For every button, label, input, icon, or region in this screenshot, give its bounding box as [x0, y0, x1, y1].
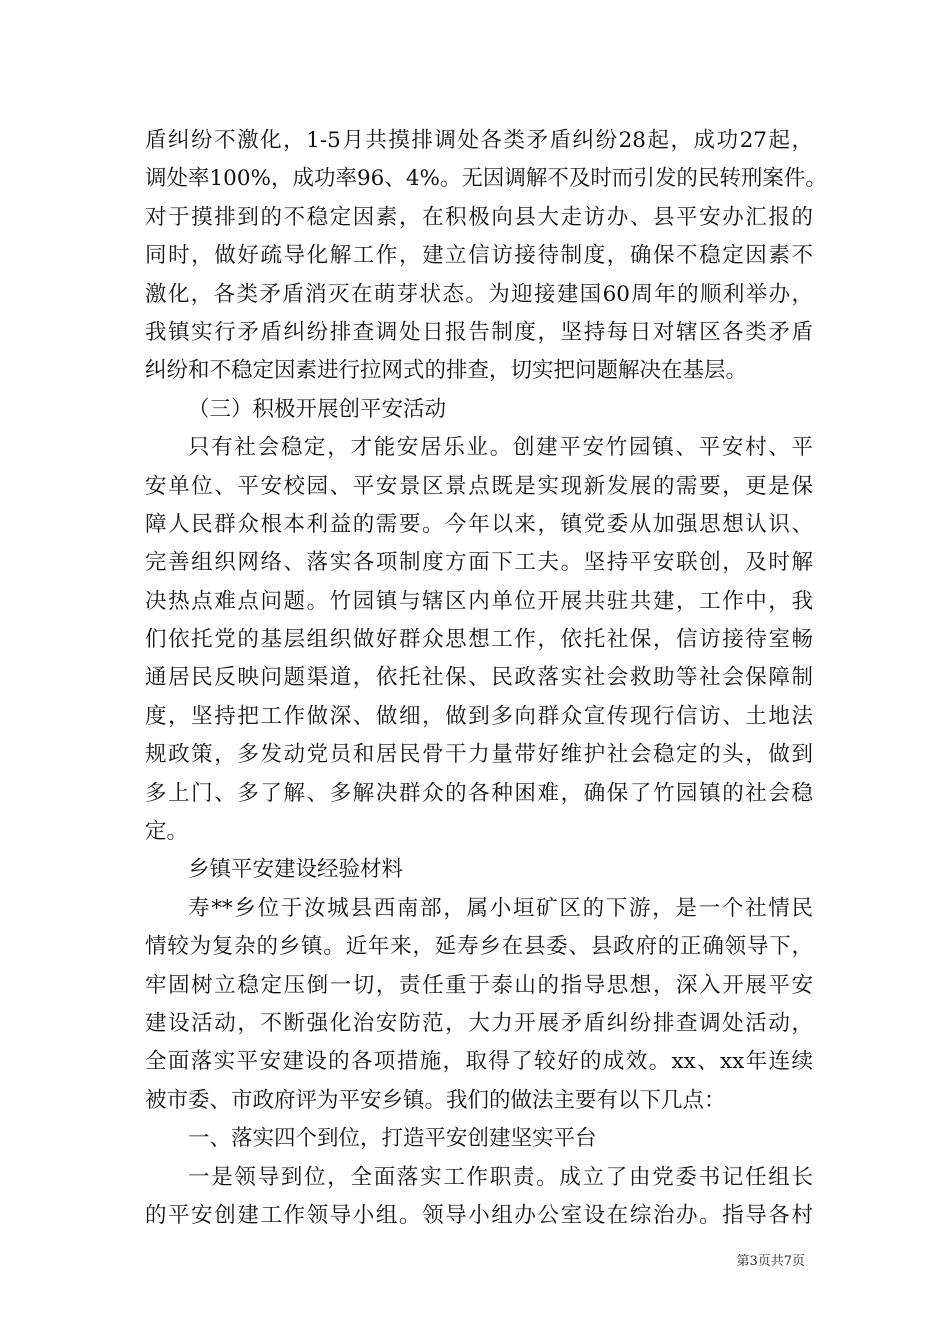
text-line: 通居民反映问题渠道，依托社保、民政落实社会救助等社会保障制: [145, 665, 813, 691]
text-line: 度，坚持把工作做深、做细，做到多向群众宣传现行信访、土地法: [145, 703, 813, 729]
text-line: 激化，各类矛盾消灭在萌芽状态。为迎接建国60周年的顺利举办，: [145, 281, 813, 307]
text-line: 一是领导到位，全面落实工作职责。成立了由党委书记任组长: [188, 1164, 813, 1190]
text-line: 定。: [145, 819, 189, 845]
text-line: 只有社会稳定，才能安居乐业。创建平安竹园镇、平安村、平: [188, 435, 813, 461]
text-line: 决热点难点问题。竹园镇与辖区内单位开展共驻共建，工作中，我: [145, 588, 813, 614]
text-line: 安单位、平安校园、平安景区景点既是实现新发展的需要，更是保: [145, 473, 813, 499]
page-number: 第3页共7页: [736, 1254, 805, 1269]
text-line: 规政策，多发动党员和居民骨干力量带好维护社会稳定的头，做到: [145, 742, 813, 768]
text-line: 完善组织网络、落实各项制度方面下工夫。坚持平安联创，及时解: [145, 550, 813, 576]
document-body: [145, 122, 827, 1235]
text-line: 一、落实四个到位，打造平安创建坚实平台: [188, 1126, 597, 1152]
text-line: 多上门、多了解、多解决群众的各种困难，确保了竹园镇的社会稳: [145, 780, 813, 806]
text-line: 同时，做好疏导化解工作，建立信访接待制度，确保不稳定因素不: [145, 243, 813, 269]
text-line: 盾纠纷不激化，1-5月共摸排调处各类矛盾纠纷28起，成功27起，: [145, 128, 813, 153]
text-line: （三）积极开展创平安活动: [188, 396, 447, 422]
text-line: 我镇实行矛盾纠纷排查调处日报告制度，坚持每日对辖区各类矛盾: [145, 319, 813, 345]
text-line: 对于摸排到的不稳定因素，在积极向县大走访办、县平安办汇报的: [145, 204, 813, 230]
text-line: 牢固树立稳定压倒一切，责任重于泰山的指导思想，深入开展平安: [145, 972, 813, 998]
text-line: 调处率100%，成功率96、4%。无因调解不及时而引发的民转刑案件。: [145, 166, 827, 192]
text-line: 情较为复杂的乡镇。近年来，延寿乡在县委、县政府的正确领导下，: [145, 934, 813, 960]
text-line: 乡镇平安建设经验材料: [188, 857, 404, 883]
text-line: 全面落实平安建设的各项措施，取得了较好的成效。xx、xx年连续: [145, 1049, 813, 1075]
text-line: 寿**乡位于汝城县西南部，属小垣矿区的下游，是一个社情民: [188, 895, 813, 921]
text-line: 建设活动，不断强化治安防范，大力开展矛盾纠纷排查调处活动，: [145, 1010, 813, 1036]
text-line: 纠纷和不稳定因素进行拉网式的排查，切实把问题解决在基层。: [145, 358, 748, 384]
text-line: 们依托党的基层组织做好群众思想工作，依托社保，信访接待室畅: [145, 627, 813, 653]
text-line: 障人民群众根本利益的需要。今年以来，镇党委从加强思想认识、: [145, 511, 813, 537]
text-line: 的平安创建工作领导小组。领导小组办公室设在综治办。指导各村: [145, 1202, 813, 1228]
text-line: 被市委、市政府评为平安乡镇。我们的做法主要有以下几点：: [145, 1087, 726, 1113]
